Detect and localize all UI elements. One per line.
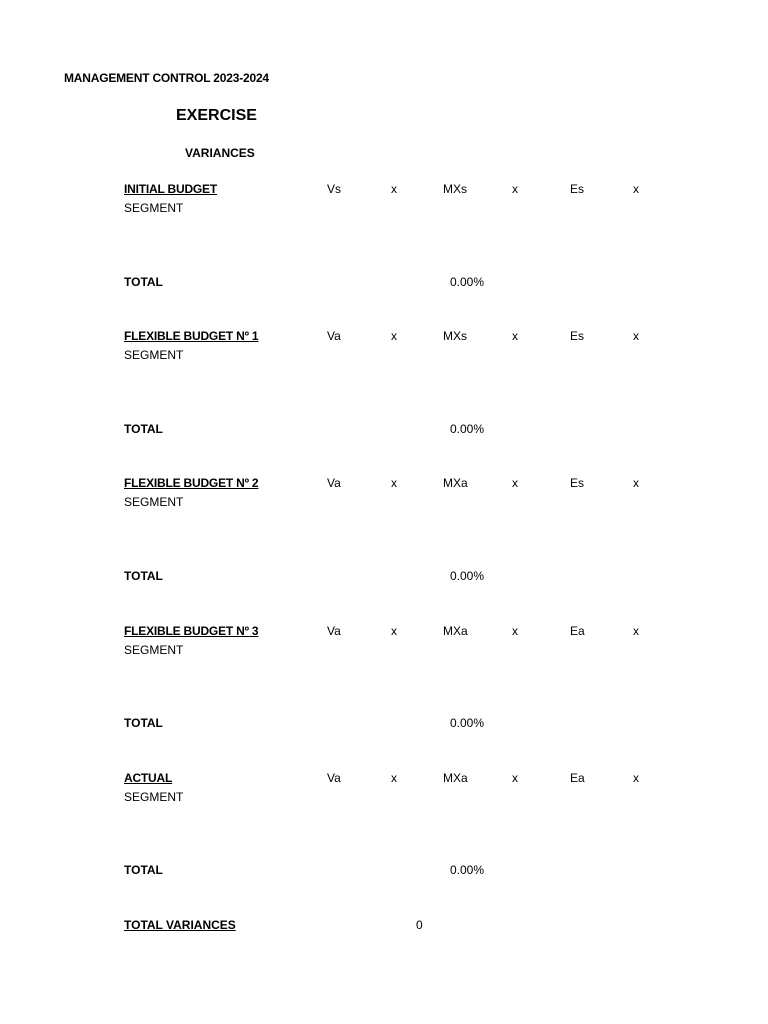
- segment-label: SEGMENT: [124, 495, 184, 509]
- total-row-actual: [0, 864, 768, 880]
- multiply-sign: x: [633, 329, 639, 343]
- section-title: INITIAL BUDGET: [124, 182, 217, 196]
- multiply-sign: x: [633, 476, 639, 490]
- multiply-sign: x: [512, 771, 518, 785]
- total-value: 0.00%: [450, 422, 485, 436]
- multiply-sign: x: [512, 476, 518, 490]
- total-value: 0.00%: [450, 275, 485, 289]
- section-flexible-budget-2: [0, 477, 768, 507]
- mix-term: MXa: [443, 476, 468, 490]
- efficiency-term: Ea: [570, 624, 585, 638]
- multiply-sign: x: [391, 476, 397, 490]
- document-title: MANAGEMENT CONTROL 2023-2024: [64, 71, 269, 85]
- total-value: 0.00%: [450, 863, 485, 877]
- exercise-heading: EXERCISE: [176, 107, 257, 124]
- total-row-flexible-budget-2: [0, 570, 768, 586]
- efficiency-term: Es: [570, 182, 585, 196]
- efficiency-term: Es: [570, 476, 585, 490]
- multiply-sign: x: [633, 182, 639, 196]
- multiply-sign: x: [512, 182, 518, 196]
- total-label: TOTAL: [124, 716, 163, 730]
- volume-term: Va: [327, 329, 341, 343]
- multiply-sign: x: [391, 329, 397, 343]
- multiply-sign: x: [633, 771, 639, 785]
- total-value: 0.00%: [450, 716, 485, 730]
- segment-label: SEGMENT: [124, 790, 184, 804]
- section-flexible-budget-1: [0, 330, 768, 360]
- total-row-initial-budget: [0, 276, 768, 292]
- mix-term: MXs: [443, 329, 467, 343]
- mix-term: MXs: [443, 182, 467, 196]
- multiply-sign: x: [633, 624, 639, 638]
- mix-term: MXa: [443, 771, 468, 785]
- total-row-flexible-budget-3: [0, 717, 768, 733]
- multiply-sign: x: [391, 771, 397, 785]
- section-initial-budget: [0, 183, 768, 213]
- total-row-flexible-budget-1: [0, 423, 768, 439]
- volume-term: Va: [327, 624, 341, 638]
- section-title: FLEXIBLE BUDGET Nº 1: [124, 329, 259, 343]
- section-title: FLEXIBLE BUDGET Nº 2: [124, 476, 259, 490]
- total-label: TOTAL: [124, 275, 163, 289]
- multiply-sign: x: [391, 624, 397, 638]
- total-variances-value: 0: [416, 918, 423, 932]
- segment-label: SEGMENT: [124, 348, 184, 362]
- total-variances-label: TOTAL VARIANCES: [124, 918, 236, 932]
- total-label: TOTAL: [124, 863, 163, 877]
- volume-term: Vs: [327, 182, 342, 196]
- segment-label: SEGMENT: [124, 643, 184, 657]
- total-value: 0.00%: [450, 569, 485, 583]
- section-title: ACTUAL: [124, 771, 173, 785]
- volume-term: Va: [327, 771, 341, 785]
- segment-label: SEGMENT: [124, 201, 184, 215]
- section-flexible-budget-3: [0, 625, 768, 655]
- volume-term: Va: [327, 476, 341, 490]
- multiply-sign: x: [391, 182, 397, 196]
- total-label: TOTAL: [124, 422, 163, 436]
- total-label: TOTAL: [124, 569, 163, 583]
- multiply-sign: x: [512, 624, 518, 638]
- section-actual: [0, 772, 768, 802]
- multiply-sign: x: [512, 329, 518, 343]
- efficiency-term: Es: [570, 329, 585, 343]
- section-title: FLEXIBLE BUDGET Nº 3: [124, 624, 259, 638]
- efficiency-term: Ea: [570, 771, 585, 785]
- variances-subheading: VARIANCES: [185, 146, 255, 160]
- mix-term: MXa: [443, 624, 468, 638]
